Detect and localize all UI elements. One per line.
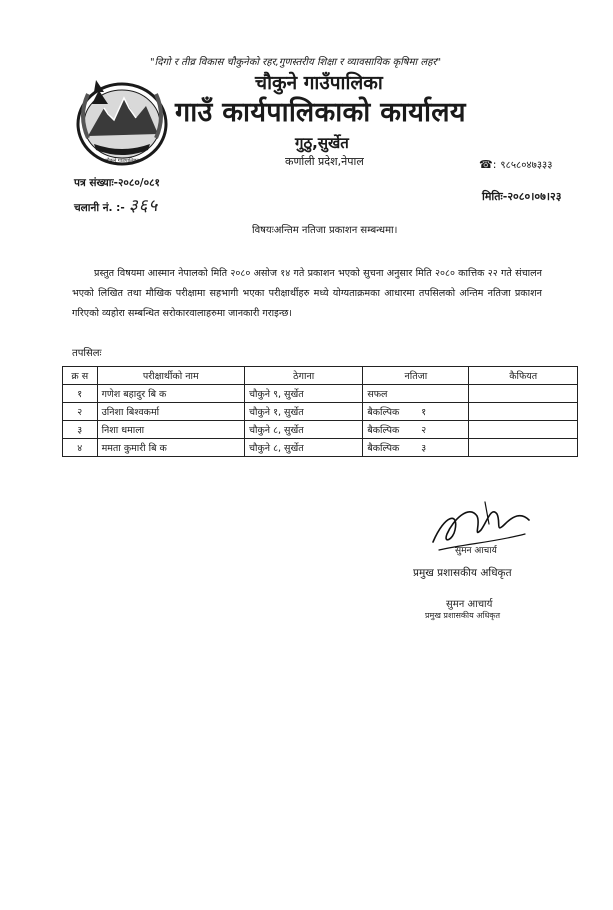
result-text: सफल bbox=[367, 389, 388, 400]
province: कर्णाली प्रदेश,नेपाल bbox=[285, 155, 364, 168]
dispatch-value: ३६५ bbox=[128, 196, 159, 216]
result-text: बैकल्पिक bbox=[367, 425, 400, 436]
signatory-title: प्रमुख प्रशासकीय अधिकृत bbox=[413, 567, 512, 579]
cell-serial: ४ bbox=[63, 439, 98, 457]
nepal-emblem-logo bbox=[74, 74, 170, 168]
cell-result bbox=[363, 439, 469, 457]
stamp-title: प्रमुख प्रशासकीय अधिकृत bbox=[425, 611, 501, 620]
cell-serial: १ bbox=[63, 385, 98, 403]
header-name: परीक्षार्थीको नाम bbox=[97, 367, 244, 385]
cell-remarks bbox=[469, 421, 578, 439]
cell-remarks bbox=[469, 439, 578, 457]
table-row bbox=[63, 385, 578, 403]
result-rank: ३ bbox=[421, 443, 427, 454]
phone-value: ९८५८०४७३३३ bbox=[500, 160, 553, 171]
table-header-row bbox=[63, 367, 578, 385]
results-table bbox=[62, 366, 578, 457]
details-label: तपसिलः bbox=[72, 348, 102, 359]
subject-line: विषयःअन्तिम नतिजा प्रकाशन सम्बन्धमा। bbox=[252, 225, 398, 236]
body-paragraph: प्रस्तुत विषयमा आस्मान नेपालको मिति २०८० असोज १४ गते प्रकाशन भएको सुचना अनुसार मिति २०८० कात्तिक २२ गते संचालन भएको लिखित तथा मौखिक परीक्षामा सहभागी भएका परीक्षार्थीहरु मध्ये योग्यताक्रमका आधारमा तपसिलको अन्तिम नतिजा प्रकाशन गरिएको व्यहोरा सम्बन्धित सरोकारवालाहरुमा जानकारी गराइन्छ। bbox=[72, 268, 542, 319]
cell-result bbox=[363, 403, 469, 421]
stamp-name: सुमन आचार्य bbox=[446, 599, 493, 610]
table-row bbox=[63, 403, 578, 421]
header-remarks: कैफियत bbox=[469, 367, 578, 385]
phone-number bbox=[479, 157, 552, 171]
cell-address: चौकुने ९, सुर्खेत bbox=[244, 385, 362, 403]
cell-remarks bbox=[469, 403, 578, 421]
dispatch-label: चलानी नं. :- bbox=[74, 202, 125, 214]
office-location: गुठु,सुर्खेत bbox=[295, 134, 349, 152]
cell-address: चौकुने १, सुर्खेत bbox=[244, 403, 362, 421]
cell-name: उनिशा बिश्वकर्मा bbox=[97, 403, 244, 421]
result-text: बैकल्पिक bbox=[367, 443, 400, 454]
letter-date: मितिः-२०८०।०७।२३ bbox=[482, 190, 562, 203]
cell-name: ममता कुमारी बि क bbox=[97, 439, 244, 457]
motto: "दिगो र तीव्र विकास चौकुनेको रहर,गुणस्तरीय शिक्षा र व्यावसायिक कृषिमा लहर" bbox=[150, 57, 442, 68]
header-serial: क्र स bbox=[63, 367, 98, 385]
cell-serial: २ bbox=[63, 403, 98, 421]
result-rank: २ bbox=[421, 425, 427, 436]
municipality-name: चौकुने गाउँपालिका bbox=[255, 72, 383, 94]
cell-serial: ३ bbox=[63, 421, 98, 439]
table-row bbox=[63, 421, 578, 439]
cell-name: गणेश बहादुर बि क bbox=[97, 385, 244, 403]
signatory-name: सुमन आचार्य bbox=[455, 546, 497, 556]
cell-name: निशा धमाला bbox=[97, 421, 244, 439]
cell-result bbox=[363, 385, 469, 403]
table-row bbox=[63, 439, 578, 457]
cell-address: चौकुने ८, सुर्खेत bbox=[244, 421, 362, 439]
cell-address: चौकुने ८, सुर्खेत bbox=[244, 439, 362, 457]
result-text: बैकल्पिक bbox=[367, 407, 400, 418]
office-name: गाउँ कार्यपालिकाको कार्यालय bbox=[175, 97, 466, 128]
telephone-icon: ☎: bbox=[479, 158, 497, 171]
header-address: ठेगाना bbox=[244, 367, 362, 385]
cell-remarks bbox=[469, 385, 578, 403]
emblem-text: चौकुने गाउँपालिका bbox=[105, 158, 139, 164]
result-rank: १ bbox=[421, 407, 427, 418]
dispatch-number bbox=[74, 193, 158, 216]
reference-number: पत्र संख्याः-२०८०/०८१ bbox=[74, 177, 160, 189]
cell-result bbox=[363, 421, 469, 439]
header-result: नतिजा bbox=[363, 367, 469, 385]
